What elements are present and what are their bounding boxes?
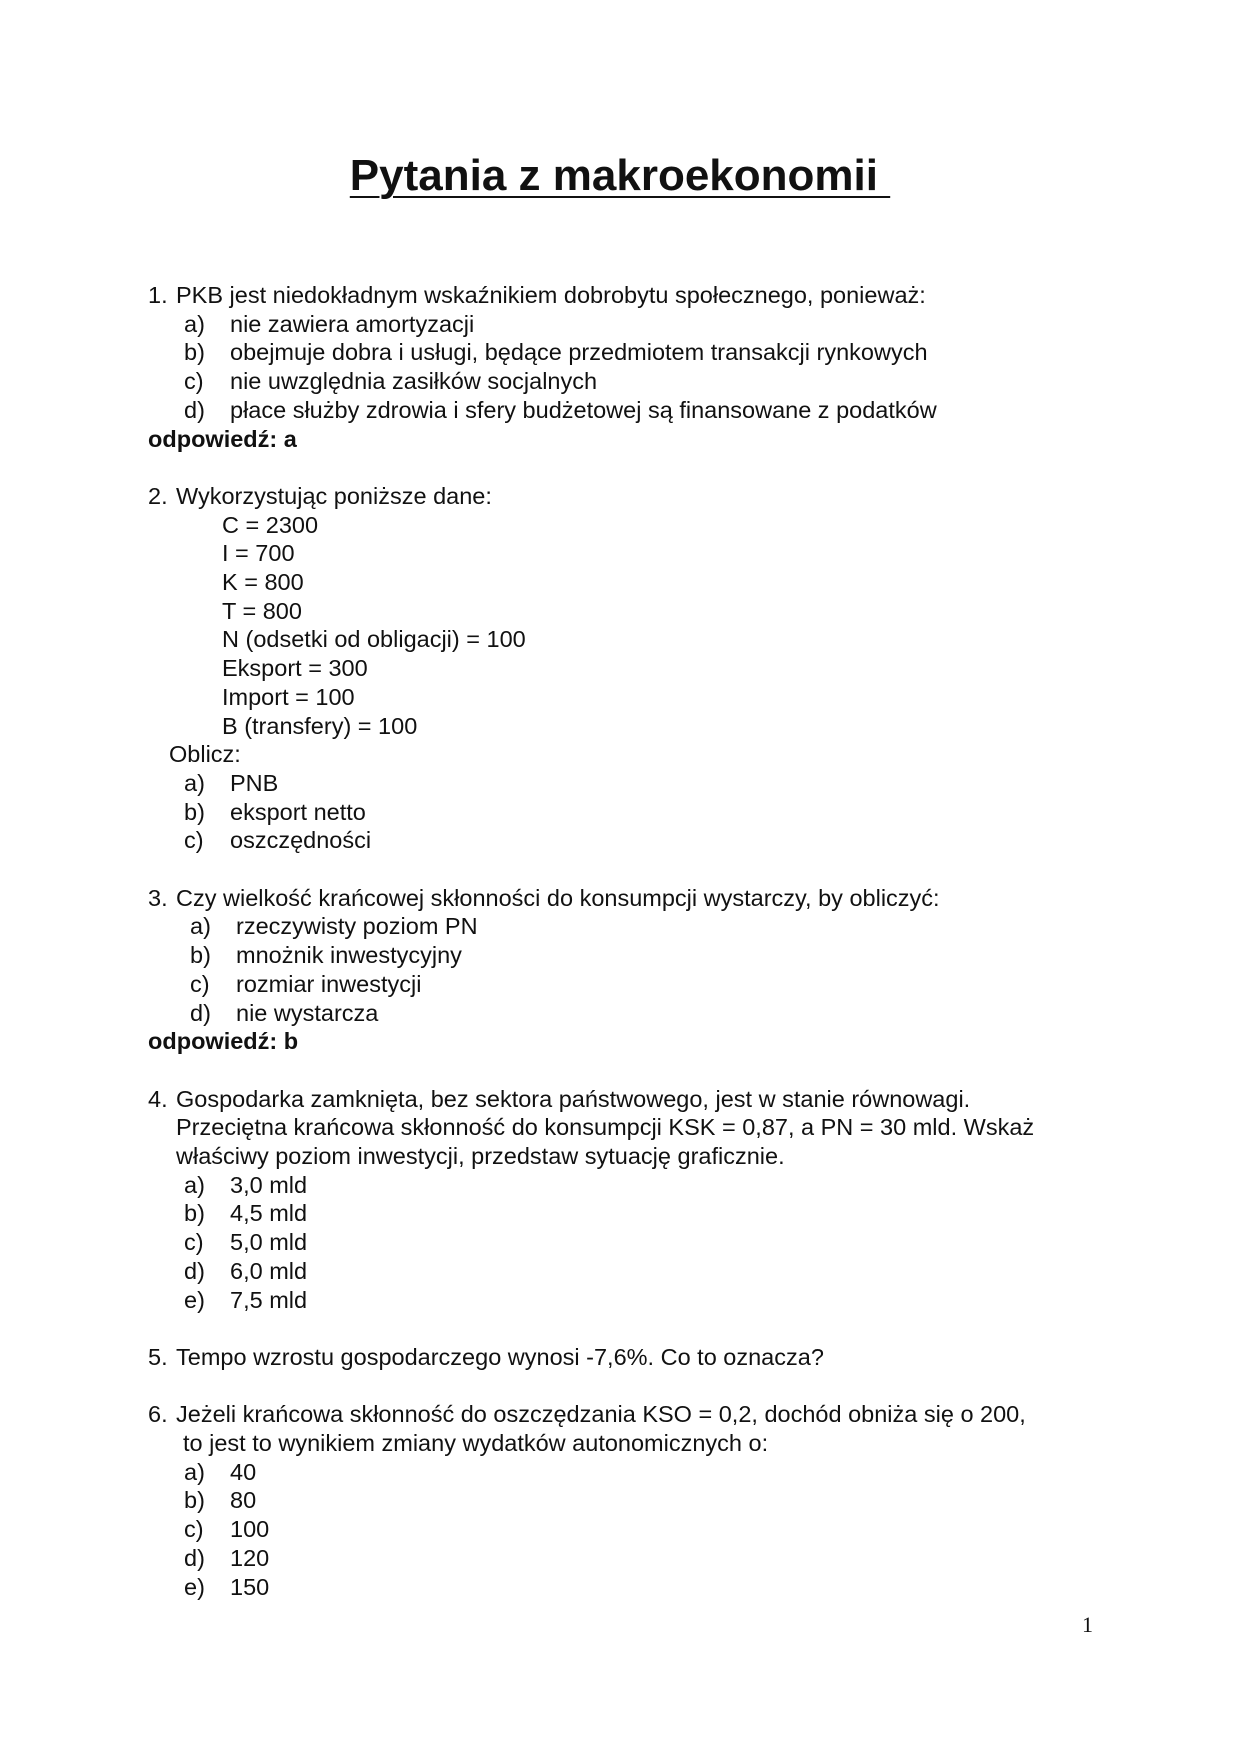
option-letter: d) (184, 1257, 205, 1284)
option-b (148, 798, 1108, 827)
question-2-line (148, 482, 1108, 511)
option-letter: c) (184, 1229, 204, 1256)
option-d (148, 1257, 1108, 1286)
option-b (148, 338, 1108, 367)
question-number: 3. (148, 884, 168, 911)
question-2-options (148, 769, 1108, 855)
question-text: Czy wielkość krańcowej skłonności do konsumpcji wystarczy, by obliczyć: (176, 884, 940, 911)
data-line: N (odsetki od obligacji) = 100 (222, 626, 526, 653)
option-a (148, 912, 1108, 941)
option-text: 5,0 mld (230, 1229, 308, 1256)
question-6-line (148, 1400, 1108, 1429)
option-c (148, 1515, 1108, 1544)
option-text: płace służby zdrowia i sfery budżetowej są finansowane z podatków (230, 396, 937, 423)
question-4-line (148, 1085, 1108, 1114)
option-d (148, 396, 1108, 425)
option-c (148, 826, 1108, 855)
option-a (148, 769, 1108, 798)
option-letter: a) (184, 1458, 205, 1485)
option-b (148, 1199, 1108, 1228)
option-letter: c) (184, 1516, 204, 1543)
option-text: rzeczywisty poziom PN (236, 913, 478, 940)
data-line: I = 700 (222, 540, 295, 567)
option-e (148, 1286, 1108, 1315)
option-letter: b) (190, 942, 211, 969)
option-letter: d) (184, 1544, 205, 1571)
option-text: nie zawiera amortyzacji (230, 310, 475, 337)
option-d (148, 999, 1108, 1028)
question-number: 6. (148, 1401, 168, 1428)
option-text: obejmuje dobra i usługi, będące przedmiotem transakcji rynkowych (230, 339, 928, 366)
option-text: 80 (230, 1487, 257, 1514)
question-1 (148, 281, 1108, 453)
question-text-continued: Przeciętna krańcowa skłonność do konsumpcji KSK = 0,87, a PN = 30 mld. Wskaż (176, 1114, 1035, 1141)
option-letter: c) (184, 827, 204, 854)
option-letter: e) (184, 1573, 205, 1600)
question-text-continued: właściwy poziom inwestycji, przedstaw sytuację graficznie. (176, 1143, 785, 1170)
option-text: 3,0 mld (230, 1171, 308, 1198)
question-4 (148, 1085, 1108, 1315)
page-number: 1 (1082, 1612, 1093, 1637)
question-text: Wykorzystując poniższe dane: (176, 482, 492, 509)
question-text: PKB jest niedokładnym wskaźnikiem dobrobytu społecznego, ponieważ: (176, 282, 926, 308)
option-text: mnożnik inwestycyjny (236, 942, 462, 969)
page-title (0, 150, 1240, 202)
option-c (148, 970, 1108, 999)
option-b (148, 941, 1108, 970)
question-text: Tempo wzrostu gospodarczego wynosi -7,6%. Co to oznacza? (176, 1343, 824, 1370)
question-3-options (148, 912, 1108, 1027)
option-c (148, 367, 1108, 396)
question-4-options (148, 1171, 1108, 1315)
option-a (148, 1171, 1108, 1200)
option-text: oszczędności (230, 827, 372, 854)
option-letter: d) (190, 999, 211, 1026)
question-3-line (148, 884, 1108, 913)
option-text: 7,5 mld (230, 1286, 308, 1313)
option-letter: a) (190, 913, 211, 940)
answer: odpowiedź: a (148, 425, 297, 452)
option-text: 4,5 mld (230, 1200, 308, 1227)
questions-list (148, 281, 1108, 1630)
option-letter: a) (184, 310, 205, 337)
question-2 (148, 482, 1108, 855)
option-text: eksport netto (230, 798, 366, 825)
data-line: T = 800 (222, 597, 302, 624)
option-letter: a) (184, 769, 205, 796)
question-5-line (148, 1343, 1108, 1372)
option-letter: b) (184, 339, 205, 366)
option-letter: e) (184, 1286, 205, 1313)
option-c (148, 1228, 1108, 1257)
option-text: 120 (230, 1544, 270, 1571)
option-b (148, 1486, 1108, 1515)
question-number: 2. (148, 482, 168, 509)
option-d (148, 1544, 1108, 1573)
option-text: nie uwzględnia zasiłków socjalnych (230, 368, 598, 395)
option-e (148, 1573, 1108, 1602)
page-title-text: Pytania z makroekonomii (349, 151, 891, 200)
answer: odpowiedź: b (148, 1028, 299, 1055)
question-number: 5. (148, 1343, 168, 1370)
option-letter: b) (184, 1487, 205, 1514)
question-number: 1. (148, 282, 168, 308)
question-6 (148, 1400, 1108, 1601)
option-text: 150 (230, 1573, 270, 1600)
question-text: Gospodarka zamknięta, bez sektora państwowego, jest w stanie równowagi. (176, 1085, 971, 1112)
option-text: 100 (230, 1516, 270, 1543)
option-letter: a) (184, 1171, 205, 1198)
option-text: 40 (230, 1458, 257, 1485)
option-text: PNB (230, 769, 279, 796)
question-6-options (148, 1458, 1108, 1602)
option-text: nie wystarcza (236, 999, 379, 1026)
data-line: Eksport = 300 (222, 655, 368, 682)
data-line: Import = 100 (222, 683, 355, 710)
question-text-continued: to jest to wynikiem zmiany wydatków autonomicznych o: (183, 1430, 769, 1457)
question-1-line (148, 281, 1108, 310)
option-letter: b) (184, 798, 205, 825)
option-letter: b) (184, 1200, 205, 1227)
data-line: K = 800 (222, 569, 304, 596)
question-number: 4. (148, 1085, 168, 1112)
option-a (148, 310, 1108, 339)
question-3 (148, 884, 1108, 1056)
oblicz-label: Oblicz: (169, 741, 241, 768)
option-letter: c) (184, 368, 204, 395)
data-line: B (transfery) = 100 (222, 712, 418, 739)
option-a (148, 1458, 1108, 1487)
question-5 (148, 1343, 1108, 1372)
option-letter: c) (190, 970, 210, 997)
option-text: 6,0 mld (230, 1257, 308, 1284)
data-line: C = 2300 (222, 511, 319, 538)
question-1-options (148, 310, 1108, 425)
option-letter: d) (184, 396, 205, 423)
question-2-data (148, 511, 1108, 741)
question-text: Jeżeli krańcowa skłonność do oszczędzania KSO = 0,2, dochód obniża się o 200, (176, 1401, 1026, 1428)
option-text: rozmiar inwestycji (236, 970, 422, 997)
